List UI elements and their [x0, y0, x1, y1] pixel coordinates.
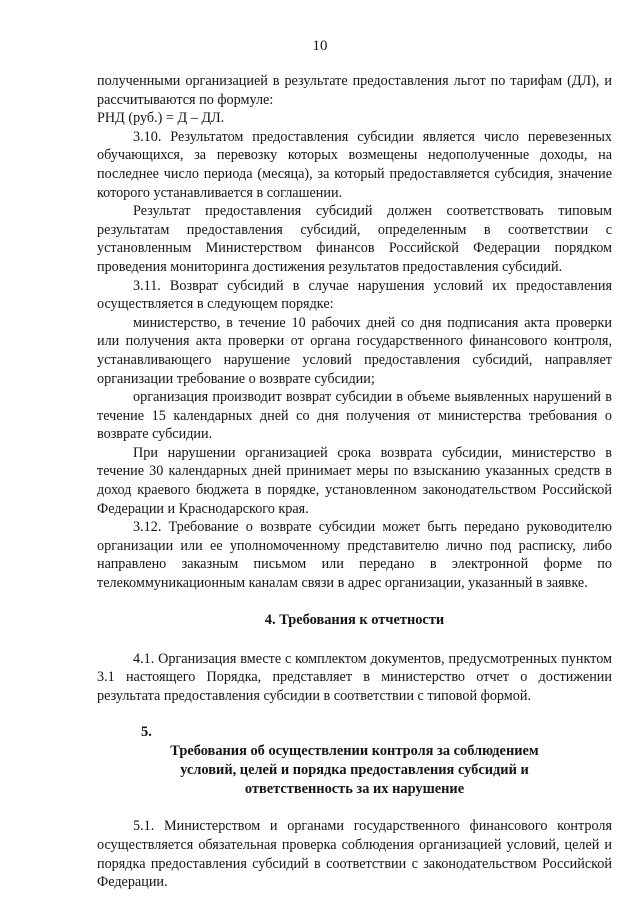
section-heading-5 — [97, 723, 612, 799]
page-number: 10 — [312, 38, 328, 54]
formula: РНД (руб.) = Д – ДЛ. — [97, 110, 225, 127]
document-body — [97, 72, 612, 892]
paragraph-3-12: 3.12. Требование о возврате субсидии может быть передано руководителю организации или ее уполномоченному представителю лично под расписку, либо направлено заказным письмом или передано в электронной форме по телекоммуникационным каналам связи в адрес организации, указанный в заявке. — [97, 519, 612, 592]
section-number-5: 5. — [141, 724, 152, 741]
heading-5-line-3: ответственность за их нарушение — [244, 781, 465, 798]
heading-5-line-1: Требования об осуществлении контроля за соблюдением — [170, 743, 539, 760]
paragraph-5-1: 5.1. Министерством и органами государственного финансового контроля осуществляется обязательная проверка соблюдения организацией условий, целей и порядка предоставления субсидий в соответствии с законодательством Российской Федерации. — [97, 818, 612, 891]
section-heading-4: 4. Требования к отчетности — [264, 611, 445, 628]
paragraph-3-10: 3.10. Результатом предоставления субсидии является число перевезенных обучающихся, за перевозку которых возмещены недополученные доходы, на последнее число периода (месяца), за который предоставляется субсидия, значение которого устанавливается в соглашении. — [97, 128, 612, 201]
paragraph-4-1: 4.1. Организация вместе с комплектом документов, предусмотренных пунктом 3.1 настоящего Порядка, представляет в министерство отчет о достижении результата предоставления субсидии в соответствии с типовой формой. — [97, 650, 612, 704]
paragraph-result: Результат предоставления субсидий должен соответствовать типовым результатам предоставления субсидий, определенным в соответствии с установленным Министерством финансов Российской Федерации порядком проведения мониторинга достижения результатов предоставления субсидий. — [97, 203, 612, 275]
paragraph-ministry: министерство, в течение 10 рабочих дней со дня подписания акта проверки или получения акта проверки от органа государственного финансового контроля, устанавливающего нарушение условий предоставления субсидий, направляет организации требование о возврате субсидии; — [97, 314, 612, 387]
paragraph-violation: При нарушении организацией срока возврата субсидии, министерство в течение 30 календарных дней принимает меры по взысканию указанных средств в доход краевого бюджета в порядке, установленном законодательством Российской Федерации и Краснодарского края. — [97, 444, 612, 517]
paragraph-organization: организация производит возврат субсидии в объеме выявленных нарушений в течение 15 календарных дней со дня получения от министерства требования о возврате субсидии. — [97, 389, 612, 443]
paragraph-continuation: полученными организацией в результате предоставления льгот по тарифам (ДЛ), и рассчитываются по формуле: — [97, 73, 612, 108]
section-heading-5-text — [97, 724, 612, 799]
heading-5-line-2: условий, целей и порядка предоставления субсидий и — [180, 762, 529, 779]
paragraph-3-11: 3.11. Возврат субсидий в случае нарушения условий их предоставления осуществляется в следующем порядке: — [97, 277, 612, 313]
